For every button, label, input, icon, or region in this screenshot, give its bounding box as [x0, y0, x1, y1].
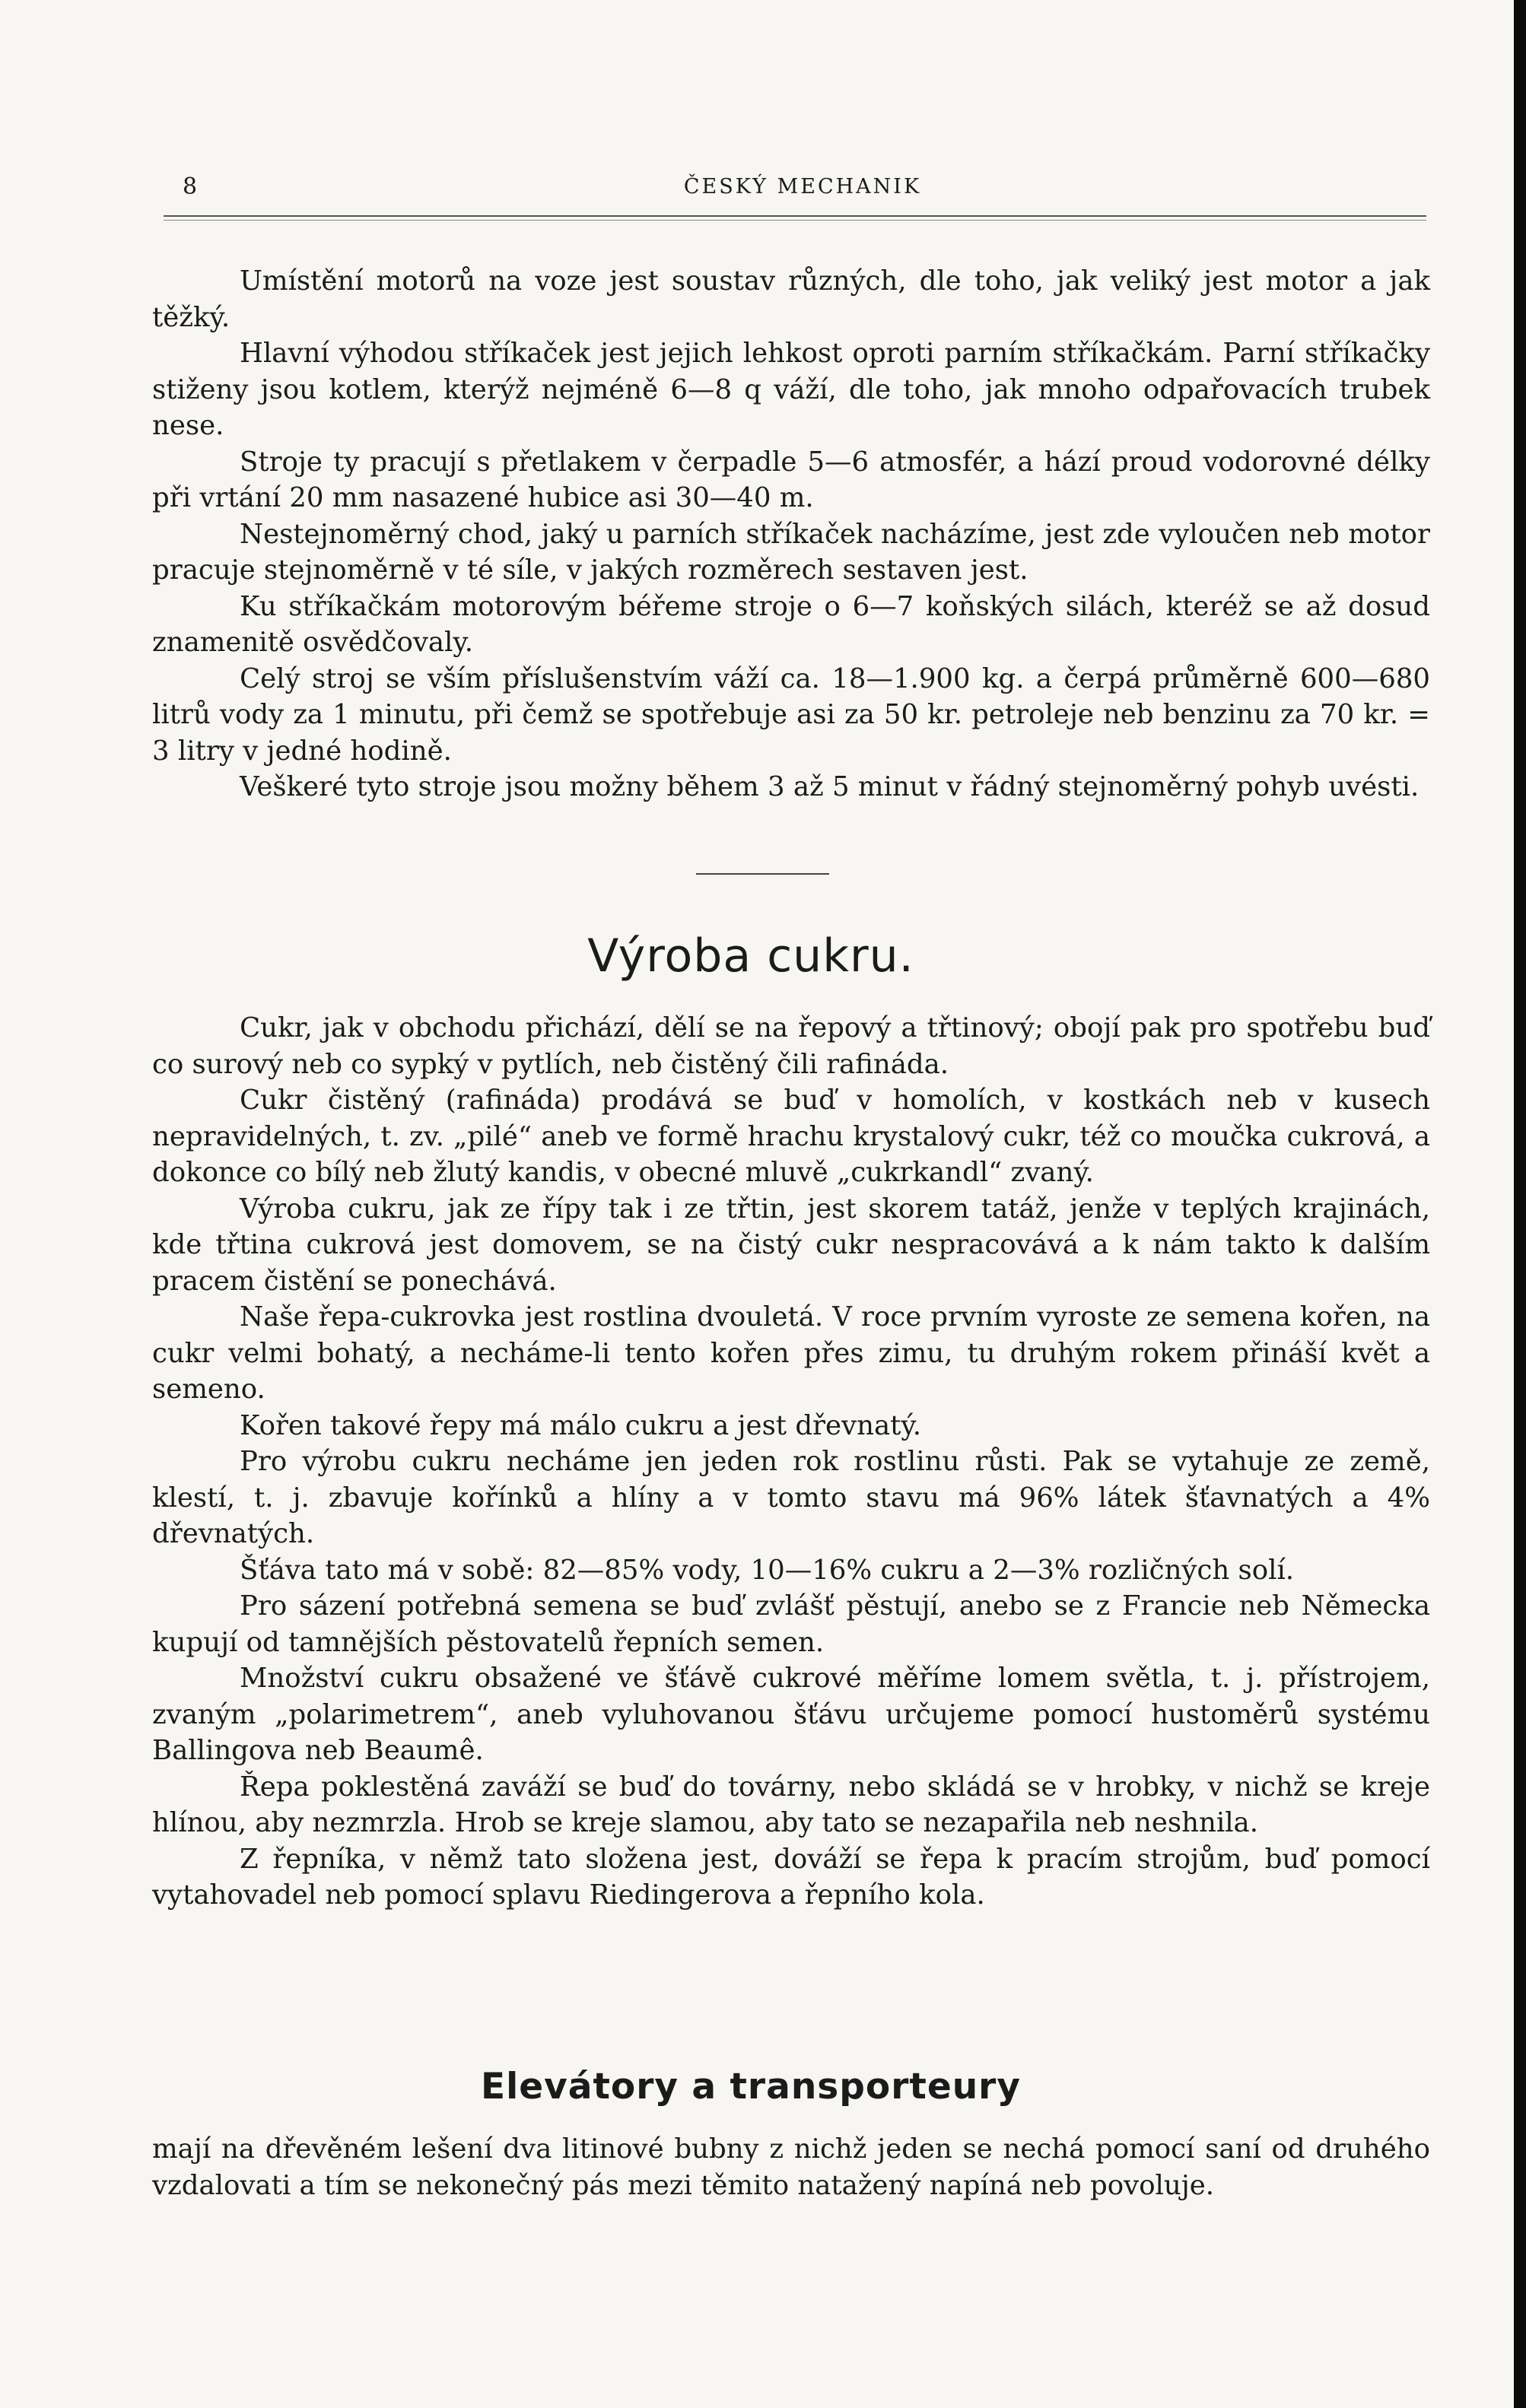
paragraph: Cukr čistěný (rafináda) prodává se buď v homolích, v kostkách neb v kusech nepravidelných, t. zv. „pilé“ aneb ve formě hrachu krystalový cukr, též co moučka cukrová, a dokonce co bílý neb žlutý kandis, v obecné mluvě „cukrkandl“ zvaný. [152, 1085, 1430, 1188]
paragraph: Nestejnoměrný chod, jaký u parních stříkaček nacházíme, jest zde vyloučen neb motor pracuje stejnoměrně v té síle, v jakých rozměrech sestaven jest. [152, 518, 1430, 586]
paragraph: Cukr, jak v obchodu přichází, dělí se na řepový a třtinový; obojí pak pro spotřebu buď co surový neb co sypký v pytlích, neb čistěný čili rafináda. [152, 1012, 1430, 1080]
heading-sugar-production: Výroba cukru. [587, 929, 914, 983]
paragraph: Ku stříkačkám motorovým béřeme stroje o 6—7 koňských silách, kteréž se až dosud znamenitě osvědčovaly. [152, 590, 1430, 658]
journal-title: ČESKÝ MECHANIK [683, 175, 922, 199]
paragraph: Umístění motorů na voze jest soustav různých, dle toho, jak veliký jest motor a jak těžký. [152, 265, 1430, 333]
paragraph: Pro sázení potřebná semena se buď zvlášť pěstují, anebo se z Francie neb Německa kupují od tamnějších pěstovatelů řepních semen. [152, 1590, 1430, 1658]
paragraph: Stroje ty pracují s přetlakem v čerpadle 5—6 atmosfér, a hází proud vodorovné délky při vrtání 20 mm nasazené hubice asi 30—40 m. [152, 446, 1430, 513]
paragraph: Z řepníka, v němž tato složena jest, dováží se řepa k pracím strojům, buď pomocí vytahovadel neb pomocí splavu Riedingerova a řepního kola. [152, 1843, 1430, 1911]
paragraph: Šťáva tato má v sobě: 82—85% vody, 10—16% cukru a 2—3% rozličných solí. [240, 1554, 1295, 1586]
section-elevators [152, 2131, 1430, 2203]
paragraph: Řepa poklestěná zaváží se buď do továrny, nebo skládá se v hrobky, v nichž se kreje hlínou, aby nezmrzla. Hrob se kreje slamou, aby tato se nezapařila neb neshnila. [152, 1771, 1430, 1838]
header-rule [164, 215, 1426, 221]
paragraph: Kořen takové řepy má málo cukru a jest dřevnatý. [240, 1409, 922, 1441]
heading-elevators: Elevátory a transporteury [481, 2066, 1021, 2108]
paragraph: Pro výrobu cukru necháme jen jeden rok rostlinu růsti. Pak se vytahuje ze země, klestí, t. j. zbavuje kořínků a hlíny a v tomto stavu má 96% látek šťavnatých a 4% dřevnatých. [152, 1446, 1430, 1549]
page-number: 8 [183, 173, 198, 200]
section-sugar [152, 1010, 1430, 1914]
paragraph: Celý stroj se vším příslušenstvím váží ca. 18—1.900 kg. a čerpá průměrně 600—680 litrů vody za 1 minutu, při čemž se spotřebuje asi za 50 kr. petroleje neb benzinu za 70 kr. = 3 litry v jedné hodině. [152, 662, 1430, 767]
section-motors [152, 263, 1430, 805]
scan-edge [1514, 0, 1526, 2408]
paragraph: Naše řepa-cukrovka jest rostlina dvouletá. V roce prvním vyroste ze semena kořen, na cukr velmi bohatý, a necháme-li tento kořen přes zimu, tu druhým rokem přináší květ a semeno. [152, 1301, 1430, 1405]
paragraph: Veškeré tyto stroje jsou možny během 3 až 5 minut v řádný stejnoměrný pohyb uvésti. [240, 771, 1419, 802]
paragraph: mají na dřevěném lešení dva litinové bubny z nichž jeden se nechá pomocí saní od druhého vzdalovati a tím se nekonečný pás mezi těmito natažený napíná neb povoluje. [152, 2133, 1430, 2201]
paragraph: Výroba cukru, jak ze řípy tak i ze třtin, jest skorem tatáž, jenže v teplých krajinách, kde třtina cukrová jest domovem, se na čistý cukr nespracovává a k nám takto k dalším pracem čistění se ponechává. [152, 1193, 1430, 1297]
paragraph: Množství cukru obsažené ve šťávě cukrové měříme lomem světla, t. j. přístrojem, zvaným „polarimetrem“, aneb vyluhovanou šťávu určujeme pomocí hustoměrů systému Ballingova neb Beaumê. [152, 1663, 1430, 1766]
running-head [183, 173, 1423, 204]
section-divider [696, 873, 829, 875]
paragraph: Hlavní výhodou stříkaček jest jejich lehkost oproti parním stříkačkám. Parní stříkačky stiženy jsou kotlem, kterýž nejméně 6—8 q váží, dle toho, jak mnoho odpařovacích trubek nese. [152, 338, 1430, 441]
